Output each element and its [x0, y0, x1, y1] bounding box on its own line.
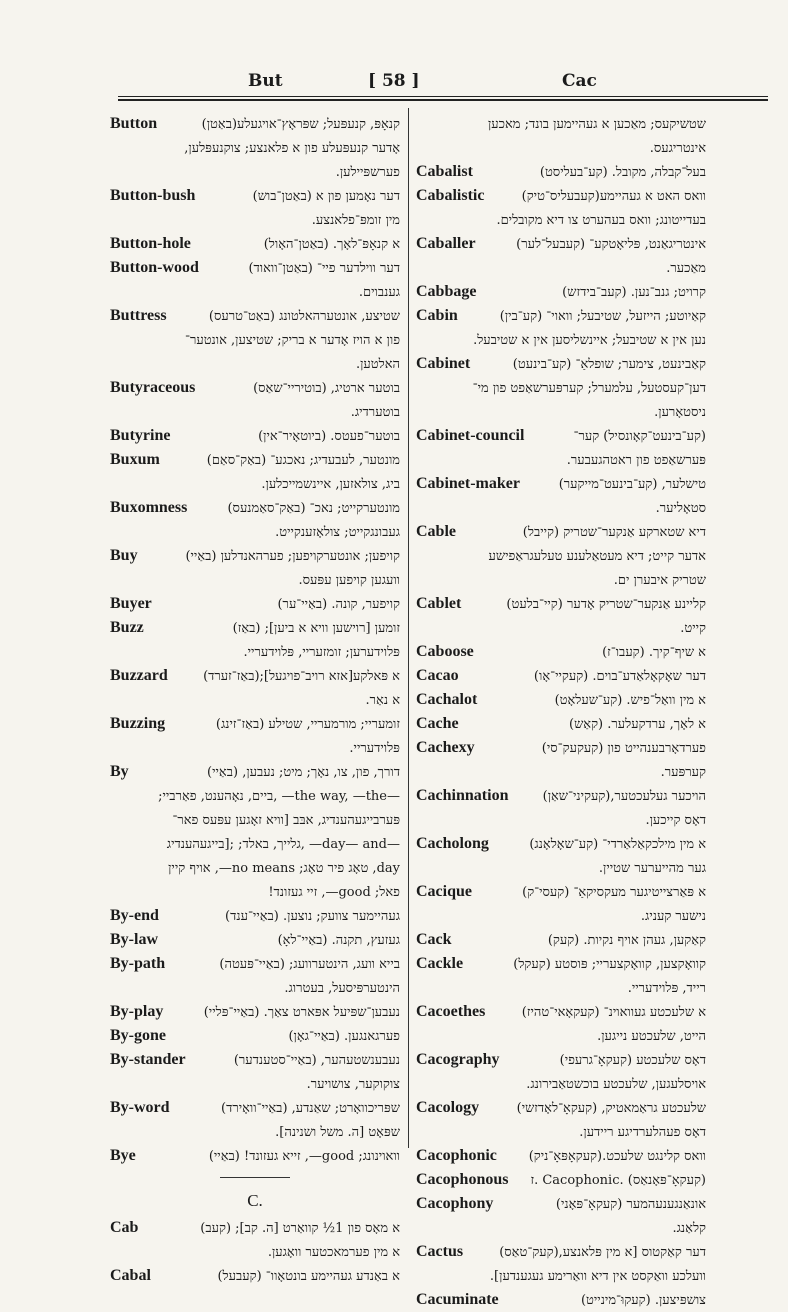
dictionary-entry [110, 664, 400, 688]
yiddish-definition: הייט, שלעכטע נייגען. [597, 1029, 706, 1044]
dictionary-entry [110, 712, 400, 736]
entry-continuation [416, 808, 706, 832]
yiddish-definition: פּלוידערען; זומזעריי, פּלוידעריי. [243, 645, 400, 660]
yiddish-definition: (קע־בינעט־קאָונסיל) קער־ [573, 429, 706, 444]
entry-continuation [110, 568, 400, 592]
entry-continuation [110, 784, 400, 808]
yiddish-definition: מונטער, לעבעדיג; נאכגע־ (באַק־סאַם) [206, 453, 400, 468]
dictionary-entry [416, 664, 706, 688]
dictionary-entry [416, 688, 706, 712]
entry-continuation [110, 400, 400, 424]
dictionary-entry [416, 1288, 706, 1312]
dictionary-entry [110, 1144, 400, 1168]
headword: Cabalist [416, 163, 473, 180]
yiddish-definition: מין זומפּ־פלאנצע. [311, 213, 400, 228]
headword: By-stander [110, 1051, 186, 1068]
headword: Cachinnation [416, 787, 509, 804]
section-letter: C. [247, 1191, 263, 1210]
headword: Cabal [110, 1267, 151, 1284]
entry-continuation [416, 208, 706, 232]
yiddish-definition: מאַכער. [666, 261, 706, 276]
yiddish-definition: א לאָך, ערדקעלער. (קאַש) [569, 717, 706, 732]
entry-continuation [110, 1072, 400, 1096]
entry-continuation [110, 832, 400, 856]
entry-continuation [416, 400, 706, 424]
entry-continuation [110, 640, 400, 664]
headword: Cablet [416, 595, 462, 612]
yiddish-definition: א נאַר. [365, 693, 400, 708]
headword: Cacophony [416, 1195, 494, 1212]
dictionary-entry [416, 184, 706, 208]
dictionary-entry [110, 544, 400, 568]
yiddish-definition: הויכער געלעכטער,(קעקיני־שאַן) [542, 789, 706, 804]
dictionary-entry [416, 952, 706, 976]
left-column [110, 112, 400, 1288]
yiddish-definition: סטאָליער. [655, 501, 706, 516]
running-head-left: But [248, 71, 283, 91]
yiddish-definition: בעדייטונג; וואס בעהערט צו דיא מקובלים. [496, 213, 706, 228]
dictionary-entry [416, 472, 706, 496]
yiddish-definition: דען־קעסטעל, עלמערל; קערפּערשאַפט פון מי־ [472, 381, 706, 396]
yiddish-definition: רייד, פּלוידעריי. [627, 981, 706, 996]
yiddish-definition: קרויט; גנב־נען. (קעב־בידזש) [562, 285, 706, 300]
headword: Bye [110, 1147, 136, 1164]
headword: Button-bush [110, 187, 196, 204]
yiddish-definition: אָדער קנעפּעלע פון א פלאנצע; צוקנעפּלען, [184, 141, 400, 156]
headword: Button [110, 115, 158, 132]
dictionary-entry [110, 496, 400, 520]
headword: Buy [110, 547, 138, 564]
yiddish-definition: זומעריי; מורמעריי, שטילע (באַז־זינג) [215, 717, 400, 732]
headword: Cachalot [416, 691, 478, 708]
yiddish-definition: א פּאלקע[אזא רויב־פויגעל];(באַז־זערד) [203, 669, 400, 684]
yiddish-definition: קאַבינעט, צימער; שופלאַ־ (קע־בינעט) [512, 357, 706, 372]
headword: Buttress [110, 307, 167, 324]
dictionary-entry [110, 184, 400, 208]
headword: Cacholong [416, 835, 489, 852]
headword: Cackle [416, 955, 464, 972]
dictionary-entry [416, 1144, 706, 1168]
yiddish-definition: דאָס קייכען. [645, 813, 706, 828]
dictionary-entry [110, 1024, 400, 1048]
dictionary-entry [110, 1000, 400, 1024]
headword: By-end [110, 907, 159, 924]
headword: Buzzing [110, 715, 166, 732]
yiddish-definition: דער קאַקטוס [א מין פּלאנצע,(קעק־טאַס) [499, 1245, 706, 1260]
yiddish-definition: בעל־קבלה, מקובל. (קע־בעליסט) [539, 165, 706, 180]
yiddish-definition: נען אין א שטיבעל; איינשליסען אין א שטיבעל. [473, 333, 706, 348]
yiddish-definition: טישלער, (קע־בינעט־מייקער) [558, 477, 706, 492]
yiddish-definition: אויסלעגען, שלעכטע בוכשטאַבירונג. [526, 1077, 706, 1092]
headword: Cachexy [416, 739, 475, 756]
headword: By-law [110, 931, 158, 948]
yiddish-definition: קליינע אַנקער־שטריק אָדער (קיי־בלעט) [506, 597, 706, 612]
entry-continuation [416, 376, 706, 400]
yiddish-definition: אדער קייט; דיא מעטאַלענע טעלעגראַפישע [488, 549, 706, 564]
yiddish-definition: דורך, פון, צו, נאָך; מיט; נעבען, (באַיי) [207, 765, 400, 780]
headword: By-path [110, 955, 166, 972]
page-number: [ 58 ] [368, 71, 420, 91]
headword: Cacophonous [416, 1171, 509, 1188]
yiddish-definition: א מין פערמאכטער וואָגען. [267, 1245, 400, 1260]
entry-continuation [416, 448, 706, 472]
yiddish-definition: שפּאָט [ה. משל ושנינה]. [275, 1125, 400, 1140]
yiddish-definition: זומען [רוישען וויא א ביען]; (באַז) [232, 621, 400, 636]
yiddish-definition: קייט. [680, 621, 706, 636]
entry-continuation [416, 112, 706, 136]
dictionary-entry [416, 424, 706, 448]
yiddish-definition: —day— and— ,גלייך, באלד; ;[בייגעהענדיג [166, 837, 400, 852]
entry-continuation [416, 544, 706, 568]
yiddish-definition: בייא וועג, הינטערוועג; (באַיי־פּעטה) [219, 957, 400, 972]
headword: Cache [416, 715, 459, 732]
dictionary-entry [110, 928, 400, 952]
entry-continuation [416, 760, 706, 784]
entry-continuation [416, 1072, 706, 1096]
yiddish-definition: פּערבייגעהענדיג, אבּב [וויא זאָגען עפּעס פאר־ [172, 813, 400, 828]
yiddish-definition: קערפּער. [660, 765, 706, 780]
yiddish-definition: גענבוים. [358, 285, 400, 300]
yiddish-definition: דער נאָמען פון א (באַטן־בוש) [252, 189, 400, 204]
headword: Cab [110, 1219, 139, 1236]
yiddish-definition: וואס האט א געהיימע(קעבעליס־טיק) [521, 189, 706, 204]
yiddish-definition: קנאָפּ, קנעפּעל; שפּראָץ־אויגעלע(באַטן) [201, 117, 400, 132]
yiddish-definition: בוטער־פעטס. (ביוטאָיר־אין) [258, 429, 400, 444]
yiddish-definition: געזעץ, תקנה. (באַיי־לאָ) [277, 933, 400, 948]
dictionary-entry [416, 1096, 706, 1120]
dictionary-entry [416, 1048, 706, 1072]
dictionary-entry [416, 736, 706, 760]
entry-continuation [110, 352, 400, 376]
entry-continuation [110, 688, 400, 712]
yiddish-definition: אינטריגאַנט, פּליאָטקע־ (קעבעל־לער) [516, 237, 706, 252]
dictionary-entry [110, 760, 400, 784]
yiddish-definition: —the way, —the— ,ביים, נאָהענט, פאַרביי; [158, 789, 400, 804]
yiddish-definition: א שלעכטע געוואוינ־ (קעקאָאי־טהיז) [521, 1005, 706, 1020]
yiddish-definition: day, טאָג פיר טאָג; no means—, אויף קיין [168, 861, 400, 876]
dictionary-entry [110, 592, 400, 616]
dictionary-entry [416, 1000, 706, 1024]
yiddish-definition: נעבענשטעהער, (באַיי־סטענדער) [233, 1053, 400, 1068]
headword: Cabinet [416, 355, 471, 372]
entry-continuation [110, 208, 400, 232]
yiddish-definition: דער שאָקאָלאַדע־בוים. (קעקיי־אָו) [533, 669, 706, 684]
yiddish-definition: קאַיוטע; הייזעל, שטיבעל; וואוי־ (קע־בין) [499, 309, 706, 324]
running-head-right: Cac [562, 71, 597, 91]
entry-continuation [110, 856, 400, 880]
headword: Button-wood [110, 259, 199, 276]
header-rule-thick [118, 99, 768, 101]
dictionary-entry [110, 1216, 400, 1240]
dictionary-entry [416, 1192, 706, 1216]
headword: Cabalistic [416, 187, 485, 204]
yiddish-definition: א מין וואַל־פיש. (קע־שעלאָט) [554, 693, 706, 708]
yiddish-definition: שפּריכוואָרט; שאַנדע, (באַיי־וואָירד) [221, 1101, 400, 1116]
entry-continuation [110, 472, 400, 496]
yiddish-definition: גער מהייערער שטיין. [598, 861, 706, 876]
yiddish-definition: קאַקען, געהן אויף נקיות. (קעק) [547, 933, 706, 948]
dictionary-entry [110, 112, 400, 136]
yiddish-definition: שטיצע, אונטערהאלטונג (באַט־טרעס) [208, 309, 400, 324]
yiddish-definition: וועגען קויפען עפּעס. [298, 573, 400, 588]
entry-continuation [110, 136, 400, 160]
dictionary-entry [416, 640, 706, 664]
headword: By-play [110, 1003, 164, 1020]
dictionary-entry [416, 832, 706, 856]
entry-continuation [110, 1120, 400, 1144]
headword: Cacology [416, 1099, 480, 1116]
yiddish-definition: פערדאָרבענהייט פון (קעקעק־סי) [541, 741, 706, 756]
entry-continuation [110, 280, 400, 304]
headword: By-gone [110, 1027, 166, 1044]
yiddish-definition: א מאָס פון 1½ קוואַרט [ה. קב]; (קעב) [200, 1221, 400, 1236]
headword: By [110, 763, 129, 780]
column-divider [408, 108, 409, 1148]
headword: Cack [416, 931, 452, 948]
headword: Caballer [416, 235, 476, 252]
dictionary-entry [416, 352, 706, 376]
headword: Cabinet-maker [416, 475, 520, 492]
headword: Buzzard [110, 667, 168, 684]
yiddish-definition: דאָס פעהלערדיגע ריידען. [579, 1125, 706, 1140]
entry-continuation [110, 808, 400, 832]
headword: Cable [416, 523, 456, 540]
entry-continuation [416, 1024, 706, 1048]
headword: Cacuminate [416, 1291, 499, 1308]
yiddish-definition: פּלוידעריי. [349, 741, 400, 756]
yiddish-definition: נעבען־שפּיעל אפּארט צאַך. (באַיי־פּליי) [203, 1005, 400, 1020]
yiddish-definition: דאָס שלעכטע (קעקאָ־גרעפי) [559, 1053, 706, 1068]
entry-continuation [416, 136, 706, 160]
yiddish-definition: א באַנדע געהיימע בונטאָוו־ (קעבעל) [217, 1269, 400, 1284]
dictionary-entry [416, 304, 706, 328]
dictionary-entry [110, 256, 400, 280]
headword: Cabin [416, 307, 458, 324]
dictionary-entry [416, 160, 706, 184]
yiddish-definition: (קעקאָ־פּאָנאַס) .Cacophonic .ז [530, 1173, 706, 1188]
section-divider [110, 1168, 400, 1186]
entry-continuation [416, 616, 706, 640]
dictionary-entry [416, 520, 706, 544]
dictionary-entry [416, 592, 706, 616]
headword: Cabinet-council [416, 427, 525, 444]
yiddish-definition: מונטערקייט; נאכ־ (באַק־סאַמנעס) [227, 501, 400, 516]
entry-continuation [110, 976, 400, 1000]
yiddish-definition: הינטערפּיסעל, בעטרוג. [284, 981, 400, 996]
yiddish-definition: פאל; good—, זיי געזונד! [268, 885, 400, 900]
headword: Button-hole [110, 235, 191, 252]
headword: Butyraceous [110, 379, 196, 396]
entry-continuation [416, 1216, 706, 1240]
yiddish-definition: א קנאָפּ־לאָך. (באַטן־האָול) [263, 237, 400, 252]
headword: Cacophonic [416, 1147, 497, 1164]
entry-continuation [416, 1120, 706, 1144]
headword: Cacoethes [416, 1003, 486, 1020]
dictionary-entry [416, 232, 706, 256]
dictionary-entry [416, 928, 706, 952]
yiddish-definition: קויפער, קונה. (באַיי־ער) [277, 597, 400, 612]
yiddish-definition: אינטריגעס. [649, 141, 706, 156]
dictionary-entry [110, 952, 400, 976]
dictionary-entry [416, 1240, 706, 1264]
yiddish-definition: בוטערדיג. [350, 405, 400, 420]
dictionary-entry [110, 904, 400, 928]
header-rule-thin [118, 96, 768, 97]
dictionary-entry [416, 280, 706, 304]
yiddish-definition: א שיף־קיך. (קעבו־ז) [602, 645, 706, 660]
dictionary-entry [416, 712, 706, 736]
yiddish-definition: א מין מילכקאַלאַרדי־ (קע־שאָלאָנג) [529, 837, 706, 852]
entry-continuation [416, 1264, 706, 1288]
dictionary-entry [110, 1096, 400, 1120]
yiddish-definition: פערגאנגען. (באַיי־גאָן) [288, 1029, 400, 1044]
yiddish-definition: בוטער ארטיג, (בוטיריי־שאַס) [253, 381, 400, 396]
dictionary-entry [110, 304, 400, 328]
headword: By-word [110, 1099, 170, 1116]
entry-continuation [416, 856, 706, 880]
yiddish-definition: שלעכטע גראַמאטיק, (קעקאָ־לאָדזשי) [516, 1101, 706, 1116]
headword: Caboose [416, 643, 474, 660]
dictionary-entry [110, 616, 400, 640]
right-column [416, 112, 706, 1312]
dictionary-entry [110, 448, 400, 472]
dictionary-entry [416, 1168, 706, 1192]
yiddish-definition: קוואָקצען, קוואָקצעריי; פּוסטע (קעקל) [513, 957, 706, 972]
yiddish-definition: געהיימער צוועק; נוצען. (באַיי־ענד) [225, 909, 400, 924]
yiddish-definition: דער ווילדער פיי־ (באַטן־וואוד) [248, 261, 400, 276]
entry-continuation [110, 880, 400, 904]
yiddish-definition: צוקוקער, צושויער. [306, 1077, 400, 1092]
entry-continuation [416, 256, 706, 280]
headword: Buxum [110, 451, 160, 468]
yiddish-definition: געבונגקייט; צולאָזענקייט. [275, 525, 400, 540]
dictionary-entry [110, 424, 400, 448]
entry-continuation [110, 1240, 400, 1264]
yiddish-definition: קויפען; אונטערקויפען; פערהאנדלען (באַיי) [185, 549, 400, 564]
dictionary-entry [416, 880, 706, 904]
yiddish-definition: וואס קלינגט שלעכט.(קעקאָפּאָ־ניק) [528, 1149, 706, 1164]
yiddish-definition: נישער קעניג. [640, 909, 706, 924]
headword: Cabbage [416, 283, 477, 300]
yiddish-definition: צושפּיצען. (קעקוּ־מינייט) [580, 1293, 706, 1308]
yiddish-definition: וועלכע וואַקסט אין דיא וואַרימע געגענדען]. [489, 1269, 706, 1284]
yiddish-definition: ביג, צולאזען, איינשמייכלען. [261, 477, 400, 492]
headword: Butyrine [110, 427, 171, 444]
headword: Buxomness [110, 499, 188, 516]
yiddish-definition: דיא שטארקע אַנקער־שטריק (קייבל) [522, 525, 706, 540]
headword: Cacao [416, 667, 459, 684]
yiddish-definition: קלאַנג. [672, 1221, 706, 1236]
yiddish-definition: ניסטאָרען. [654, 405, 706, 420]
dictionary-entry [110, 1264, 400, 1288]
entry-continuation [110, 160, 400, 184]
yiddish-definition: פערשפּיילען. [335, 165, 400, 180]
yiddish-definition: פּערשאַפט פון ראטהגעבער. [566, 453, 706, 468]
yiddish-definition: שטשיקעס; מאַכען א געהיימען בונד; מאכען [487, 117, 706, 132]
dictionary-entry [110, 376, 400, 400]
yiddish-definition: שטריק איבערן ים. [613, 573, 706, 588]
headword: Buzz [110, 619, 144, 636]
headword: Cacique [416, 883, 472, 900]
entry-continuation [110, 520, 400, 544]
dictionary-entry [110, 1048, 400, 1072]
yiddish-definition: וואוינונג; good—, זייא געזונד! (באַיי) [208, 1149, 400, 1164]
dictionary-entry [416, 784, 706, 808]
entry-continuation [110, 736, 400, 760]
entry-continuation [416, 976, 706, 1000]
entry-continuation [110, 328, 400, 352]
yiddish-definition: א פּאַרצייטיגער מעקסיקאַ־ (קעסי־ק) [522, 885, 706, 900]
entry-continuation [416, 328, 706, 352]
yiddish-definition: פון א הויז אָדער א בריק; שטיצען, אונטער־ [184, 333, 400, 348]
headword: Cactus [416, 1243, 464, 1260]
entry-continuation [416, 904, 706, 928]
yiddish-definition: האלטען. [355, 357, 400, 372]
headword: Buyer [110, 595, 152, 612]
yiddish-definition: אונאַנגענעהמער (קעקאָ־פּאָני) [555, 1197, 706, 1212]
dictionary-entry [110, 232, 400, 256]
headword: Cacography [416, 1051, 500, 1068]
entry-continuation [416, 496, 706, 520]
entry-continuation [416, 568, 706, 592]
